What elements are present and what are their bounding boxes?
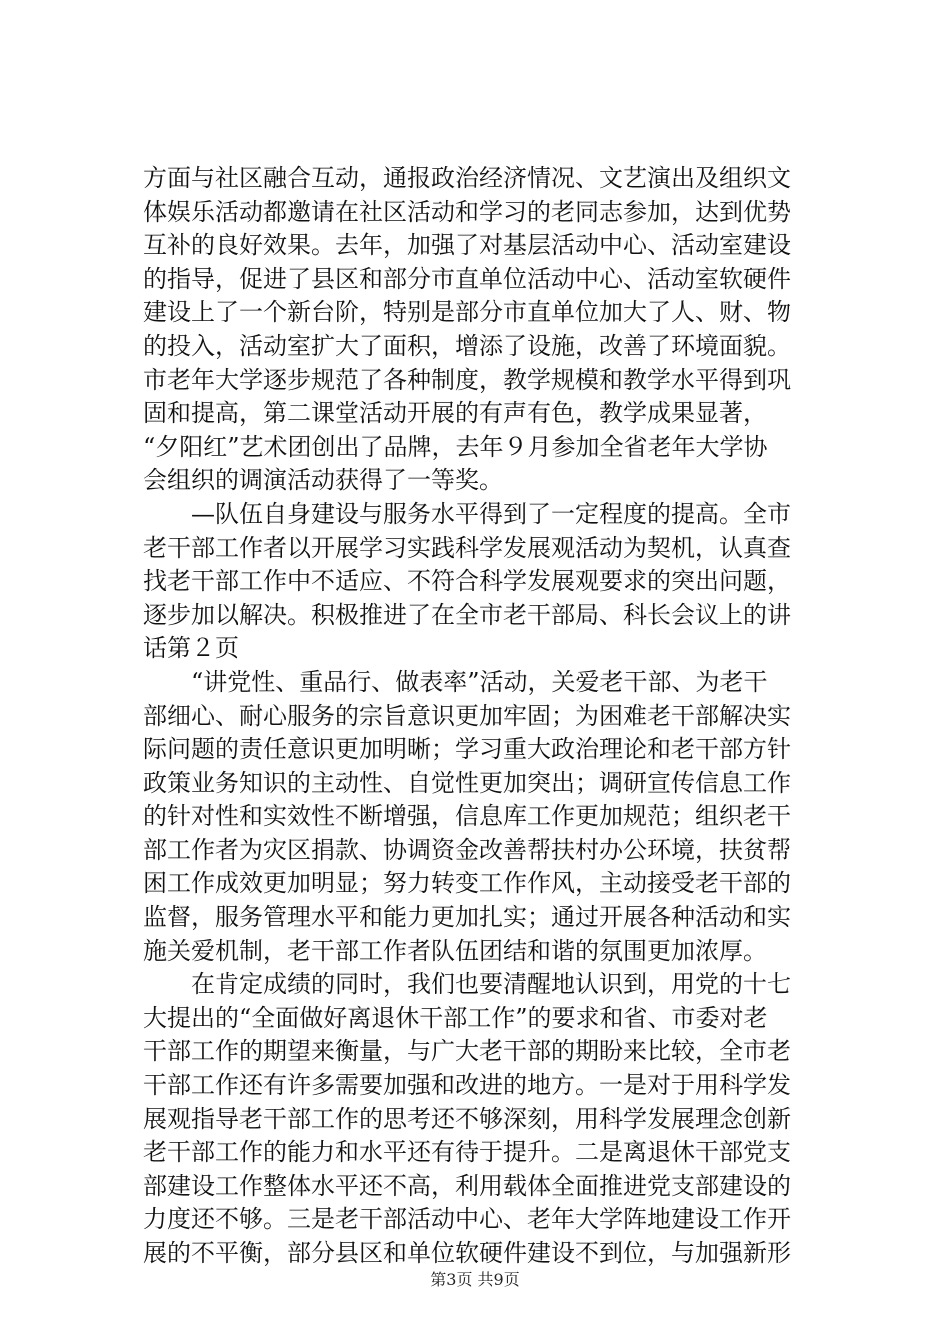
text-line: 的针对性和实效性不断增强，信息库工作更加规范；组织老干 — [143, 802, 791, 831]
text-line: 大提出的“全面做好离退休干部工作”的要求和省、市委对老 — [143, 1003, 768, 1032]
text-line: 在肯定成绩的同时，我们也要清醒地认识到，用党的十七 — [143, 970, 791, 999]
text-line: 施关爱机制，老干部工作者队伍团结和谐的氛围更加浓厚。 — [143, 936, 767, 965]
text-line: 话第２页 — [143, 634, 239, 663]
text-line: 找老干部工作中不适应、不符合科学发展观要求的突出问题， — [143, 567, 791, 596]
text-line: 部工作者为灾区捐款、协调资金改善帮扶村办公环境，扶贫帮 — [143, 835, 791, 864]
text-line: 体娱乐活动都邀请在社区活动和学习的老同志参加，达到优势 — [143, 197, 791, 226]
text-line: 干部工作的期望来衡量，与广大老干部的期盼来比较，全市老 — [143, 1037, 791, 1066]
text-line: 互补的良好效果。去年，加强了对基层活动中心、活动室建设 — [143, 231, 791, 260]
text-line: 的投入，活动室扩大了面积，增添了设施，改善了环境面貌。 — [143, 331, 791, 360]
text-line: 建设上了一个新台阶，特别是部分市直单位加大了人、财、物 — [143, 298, 791, 327]
text-line: 会组织的调演活动获得了一等奖。 — [143, 466, 503, 495]
text-line: 市老年大学逐步规范了各种制度，教学规模和教学水平得到巩 — [143, 365, 791, 394]
text-line: 部建设工作整体水平还不高，利用载体全面推进党支部建设的 — [143, 1171, 791, 1200]
text-line: 老干部工作者以开展学习实践科学发展观活动为契机，认真查 — [143, 533, 791, 562]
text-line: 的指导，促进了县区和部分市直单位活动中心、活动室软硬件 — [143, 264, 791, 293]
text-line: 监督，服务管理水平和能力更加扎实；通过开展各种活动和实 — [143, 903, 791, 932]
text-line: 固和提高，第二课堂活动开展的有声有色，教学成果显著， — [143, 399, 767, 428]
text-line: —队伍自身建设与服务水平得到了一定程度的提高。全市 — [143, 499, 791, 528]
text-line: “夕阳红”艺术团创出了品牌，去年９月参加全省老年大学协 — [143, 432, 768, 461]
text-line: 际问题的责任意识更加明晰；学习重大政治理论和老干部方针 — [143, 735, 791, 764]
text-line: 干部工作还有许多需要加强和改进的地方。一是对于用科学发 — [143, 1071, 791, 1100]
text-line: 逐步加以解决。积极推进了在全市老干部局、科长会议上的讲 — [143, 600, 791, 629]
page-footer — [0, 1267, 950, 1290]
text-line: 困工作成效更加明显；努力转变工作作风，主动接受老干部的 — [143, 869, 791, 898]
text-line: 部细心、耐心服务的宗旨意识更加牢固；为困难老干部解决实 — [143, 701, 791, 730]
page-number: 第3页 共9页 — [430, 1270, 520, 1289]
text-line: “讲党性、重品行、做表率”活动，关爱老干部、为老干 — [143, 667, 768, 696]
text-line: 展的不平衡，部分县区和单位软硬件建设不到位，与加强新形 — [143, 1239, 791, 1267]
text-line: 方面与社区融合互动，通报政治经济情况、文艺演出及组织文 — [143, 164, 791, 192]
text-line: 力度还不够。三是老干部活动中心、老年大学阵地建设工作开 — [143, 1205, 791, 1234]
text-line: 政策业务知识的主动性、自觉性更加突出；调研宣传信息工作 — [143, 768, 791, 797]
text-line: 老干部工作的能力和水平还有待于提升。二是离退休干部党支 — [143, 1138, 791, 1167]
text-line: 展观指导老干部工作的思考还不够深刻，用科学发展理念创新 — [143, 1104, 791, 1133]
body-text — [143, 162, 813, 1271]
